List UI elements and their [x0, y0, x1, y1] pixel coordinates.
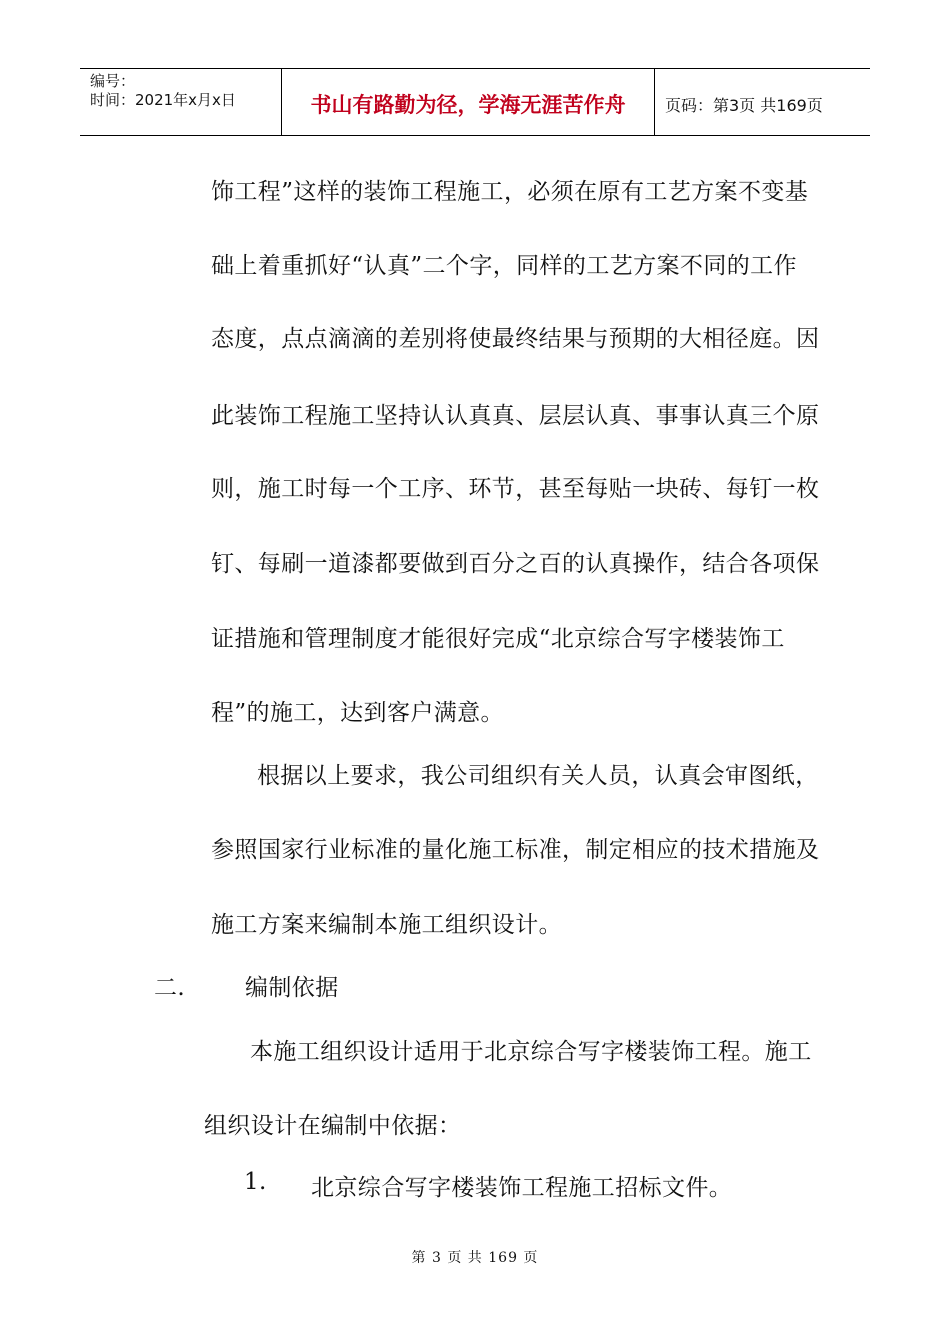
page-header: [80, 68, 870, 136]
list-item-number: 1.: [244, 1169, 267, 1195]
body-line: 组织设计在编制中依据：: [204, 1113, 462, 1139]
body-line: 参照国家行业标准的量化施工标准，制定相应的技术措施及: [211, 837, 820, 863]
section-title: 编制依据: [245, 975, 339, 1001]
body-line: 根据以上要求，我公司组织有关人员，认真会审图纸，: [257, 763, 819, 789]
body-line: 证措施和管理制度才能很好完成“北京综合写字楼装饰工: [211, 626, 785, 652]
body-line: 饰工程”这样的装饰工程施工，必须在原有工艺方案不变基: [211, 179, 809, 205]
document-time-label: 时间：2021年x月x日: [90, 91, 236, 109]
body-line: 此装饰工程施工坚持认认真真、层层认真、事事认真三个原: [211, 403, 820, 429]
header-meta: [80, 69, 282, 135]
section-number: 二.: [154, 975, 186, 1001]
list-item-text: 北京综合写字楼装饰工程施工招标文件。: [311, 1175, 733, 1201]
body-line: 程”的施工，达到客户满意。: [211, 700, 504, 726]
body-line: 础上着重抓好“认真”二个字，同样的工艺方案不同的工作: [211, 253, 797, 279]
body-line: 态度，点点滴滴的差别将使最终结果与预期的大相径庭。因: [211, 326, 820, 352]
document-number-label: 编号：: [90, 72, 136, 90]
body-line: 本施工组织设计适用于北京综合写字楼装饰工程。施工: [250, 1039, 812, 1065]
body-line: 施工方案来编制本施工组织设计。: [211, 912, 562, 938]
header-page-info: 页码：第3页 共169页: [665, 95, 823, 115]
body-line: 则，施工时每一个工序、环节，甚至每贴一块砖、每钉一枚: [211, 476, 820, 502]
body-line: 钉、每刷一道漆都要做到百分之百的认真操作，结合各项保: [211, 551, 820, 577]
header-motto: 书山有路勤为径，学海无涯苦作舟: [282, 69, 655, 135]
page-footer: 第 3 页 共 169 页: [411, 1250, 539, 1266]
